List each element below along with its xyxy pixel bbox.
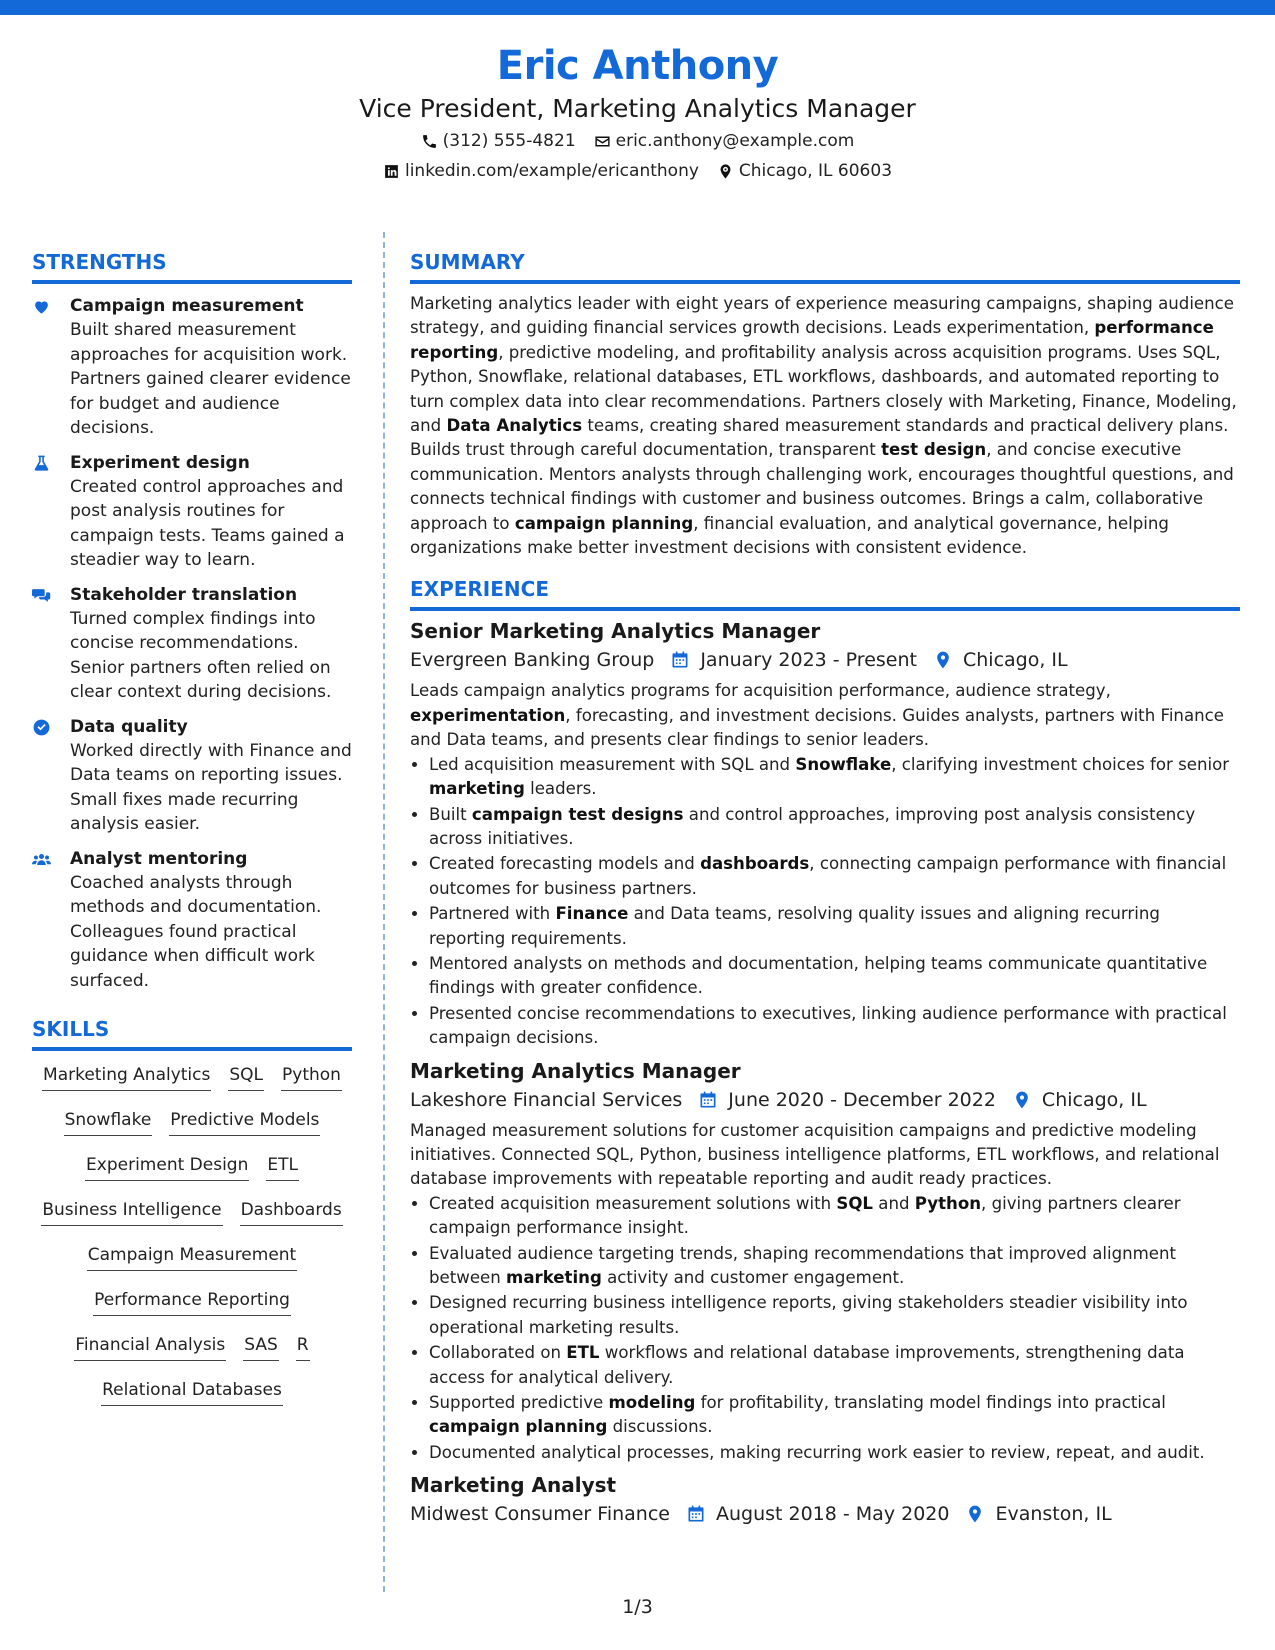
text-segment: , predictive modeling, and profitability analysis across acquisition programs. Uses SQL, Python, Snowflake, relational databases, ETL workflows, dashboards, and automated reporting to turn complex data into clear recommendations. Partners closely with Marketing, Finance, Modeling, and [410,342,1237,436]
bold-phrase: ETL [566,1343,600,1363]
strength-title: Analyst mentoring [70,848,248,869]
text-segment: discussions. [607,1417,713,1437]
strength-item [32,294,352,441]
right-column [410,249,1240,1533]
job-bullets [410,1192,1240,1465]
skill-row [32,1325,352,1370]
flask-icon [32,454,51,473]
job-location: Chicago, IL [962,649,1068,672]
skill-tag: Python [281,1064,342,1091]
envelope-icon [594,133,611,150]
strength-description: Built shared measurement approaches for acquisition work. Partners gained clearer evidence for budget and audience decisions. [70,320,351,438]
job-location: Chicago, IL [1041,1088,1147,1111]
bold-phrase: performance reporting [410,318,1214,362]
strength-icon-wrap [32,583,58,705]
skill-row [32,1145,352,1190]
strength-item [32,583,352,705]
text-segment: , clarifying investment choices for senior [891,754,1230,774]
strength-title: Campaign measurement [70,296,304,316]
resume-header [0,42,1275,186]
skill-row [32,1190,352,1235]
skill-tag: Experiment Design [85,1154,249,1181]
skill-tag: Snowflake [64,1109,153,1136]
job-description [410,679,1240,752]
linkedin-icon [383,163,400,180]
text-segment: Leads campaign analytics programs for acquisition performance, audience strategy, [410,681,1111,701]
text-segment: Created forecasting models and [429,854,701,874]
experience-heading: EXPERIENCE [410,576,1240,611]
strength-title: Data quality [70,716,188,737]
skill-tag: R [296,1334,310,1361]
skill-tag: Performance Reporting [93,1289,291,1316]
job-meta [410,1499,1240,1529]
strength-icon-wrap [32,715,58,837]
text-segment: Presented concise recommendations to executives, linking audience performance with practical campaign decisions. [429,1003,1227,1048]
job-bullet [429,753,1240,802]
text-segment: Marketing analytics leader with eight years of experience measuring campaigns, shaping audience strategy, and guiding financial services growth decisions. Leads experimentation, [410,294,1234,338]
job-title: Senior Marketing Analytics Manager [410,619,821,644]
contact-row-2 [0,156,1275,186]
calendar-icon [698,1090,718,1110]
text-segment: teams, creating shared measurement standards and practical delivery plans. Builds trust through careful documentation, transparent [410,416,1229,460]
bold-phrase: Finance [555,904,629,924]
location-contact [717,156,892,186]
strength-icon-wrap [32,451,58,573]
text-segment: Built [429,804,472,824]
job-meta [410,1085,1240,1115]
job-bullet [429,902,1240,951]
text-segment: and [873,1193,915,1213]
top-accent-bar [0,0,1275,15]
skill-tag: Dashboards [240,1199,343,1226]
left-column [32,249,352,1415]
job-bullet [429,1002,1240,1051]
job-bullet [429,1291,1240,1340]
text-segment: , forecasting, and investment decisions. Guides analysts, partners with Finance and Data teams, and presents clear findings to senior leaders. [410,705,1224,750]
text-segment: , giving partners clearer campaign performance insight. [429,1193,1181,1238]
text-segment: and Data teams, resolving quality issues and aligning recurring reporting requirements. [429,904,1160,948]
job-bullets [410,753,1240,1051]
text-segment: Managed measurement solutions for customer acquisition campaigns and predictive modeling initiatives. Connected SQL, Python, business intelligence platforms, ETL workflows, and relational database improvements with repeatable reporting and audit ready practices. [410,1120,1220,1189]
bold-phrase: campaign planning [429,1417,608,1437]
job-bullet [429,1242,1240,1291]
map-pin-icon [1012,1090,1032,1110]
strength-description: Turned complex findings into concise recommendations. Senior partners often relied on clear context during decisions. [70,608,332,702]
bold-phrase: campaign test designs [471,804,684,824]
strength-description: Worked directly with Finance and Data teams on reporting issues. Small fixes made recurring analysis easier. [70,740,352,834]
heart-icon [32,297,51,316]
strength-item [32,715,352,837]
skill-tag: Predictive Models [169,1109,320,1136]
text-segment: , and concise executive communication. Mentors analysts through challenging work, encourages thoughtful questions, and connects technical findings with customer and business outcomes. Brings a calm, collaborative approach to [410,440,1234,533]
linkedin-contact [383,156,699,186]
strength-body [58,715,352,837]
text-segment: Evaluated audience targeting trends, shaping recommendations that improved alignment between [429,1243,1177,1287]
job-title: Marketing Analytics Manager [410,1058,741,1083]
linkedin-text: linkedin.com/example/ericanthony [404,161,699,181]
job-company: Midwest Consumer Finance [410,1503,670,1526]
job-bullet [429,1391,1240,1440]
job-bullet [429,803,1240,852]
strength-description: Created control approaches and post analysis routines for campaign tests. Teams gained a steadier way to learn. [70,476,345,570]
job-company: Evergreen Banking Group [410,649,655,672]
skill-row [32,1370,352,1415]
text-segment: , financial evaluation, and analytical governance, helping organizations make better investment decisions with consistent evidence. [410,513,1169,558]
skill-tag: Financial Analysis [74,1334,226,1361]
job-entry [410,1057,1240,1466]
skill-tag: SAS [243,1334,279,1361]
skill-row [32,1280,352,1325]
bold-phrase: SQL [836,1193,874,1213]
summary-heading: SUMMARY [410,249,1240,284]
text-segment: Supported predictive [429,1393,609,1413]
text-segment: , connecting campaign performance with financial outcomes for business partners. [429,854,1227,898]
job-meta [410,645,1240,675]
skill-tag: Relational Databases [101,1379,283,1406]
text-segment: Led acquisition measurement with SQL and [429,754,796,774]
job-dates: January 2023 - Present [700,649,917,672]
text-segment: Documented analytical processes, making recurring work easier to review, repeat, and audit. [429,1442,1205,1462]
text-segment: workflows and relational database improvements, strengthening data access for analytical delivery. [429,1343,1185,1387]
candidate-role: Vice President, Marketing Analytics Manager [359,94,916,123]
job-bullet [429,852,1240,901]
strength-icon-wrap [32,847,58,994]
job-bullet [429,1441,1240,1465]
text-segment: for profitability, translating model findings into practical [695,1393,1166,1413]
email-text: eric.anthony@example.com [615,131,855,151]
strength-title: Stakeholder translation [70,584,298,605]
page-number: 1/3 [622,1596,653,1618]
map-pin-icon [965,1504,985,1524]
job-dates: June 2020 - December 2022 [728,1088,996,1111]
strength-item [32,451,352,573]
skill-tag: SQL [228,1064,264,1091]
text-segment: Collaborated on [429,1343,567,1363]
strength-body [58,294,352,441]
skill-row [32,1055,352,1100]
skill-tag: ETL [266,1154,299,1181]
job-bullet [429,1192,1240,1241]
strengths-heading: STRENGTHS [32,249,352,284]
bold-phrase: marketing [429,779,525,799]
location-text: Chicago, IL 60603 [738,161,893,181]
email-contact [594,126,855,156]
summary-text [410,292,1240,560]
text-segment: Designed recurring business intelligence reports, giving stakeholders steadier visibility into operational marketing results. [429,1293,1188,1337]
calendar-icon [670,650,690,670]
skill-row [32,1100,352,1145]
strength-item [32,847,352,994]
bold-phrase: dashboards [700,854,810,874]
calendar-icon [686,1504,706,1524]
skill-tag: Marketing Analytics [42,1064,211,1091]
skill-tag: Campaign Measurement [87,1244,297,1271]
text-segment: and control approaches, improving post analysis consistency across initiatives. [429,804,1196,848]
bold-phrase: modeling [608,1393,696,1413]
text-segment: leaders. [524,779,597,799]
bold-phrase: experimentation [410,705,566,725]
experience-list [410,617,1240,1529]
bold-phrase: Python [914,1193,982,1213]
column-divider [383,232,385,1592]
strength-body [58,583,352,705]
bold-phrase: campaign planning [514,513,694,533]
text-segment: Partnered with [429,904,556,924]
text-segment: Created acquisition measurement solutions with [429,1193,837,1213]
skill-row [32,1235,352,1280]
strength-icon-wrap [32,294,58,441]
strength-description: Coached analysts through methods and documentation. Colleagues found practical guidance when difficult work surfaced. [70,872,322,991]
users-icon [32,850,51,869]
bold-phrase: test design [881,440,987,460]
job-company: Lakeshore Financial Services [410,1088,683,1111]
strength-body [58,451,352,573]
job-bullet [429,1341,1240,1390]
strength-body [58,847,352,994]
skills-list [32,1055,352,1415]
job-bullet [429,952,1240,1001]
job-title: Marketing Analyst [410,1473,617,1498]
candidate-name: Eric Anthony [496,43,779,89]
job-entry [410,1471,1240,1529]
text-segment: Mentored analysts on methods and documentation, helping teams communicate quantitative findings with greater confidence. [429,953,1208,998]
contact-row-1 [0,126,1275,156]
comments-icon [32,586,51,605]
map-pin-icon [717,163,734,180]
job-description [410,1119,1240,1192]
job-location: Evanston, IL [995,1503,1112,1526]
bold-phrase: marketing [506,1268,602,1287]
job-dates: August 2018 - May 2020 [715,1503,950,1526]
strengths-list [32,294,352,993]
skills-heading: SKILLS [32,1016,352,1051]
bold-phrase: Snowflake [795,754,892,774]
strength-title: Experiment design [70,452,250,473]
map-pin-icon [933,650,953,670]
check-circle-icon [32,718,51,737]
job-entry [410,617,1240,1050]
phone-contact [421,126,576,156]
phone-icon [421,133,438,150]
bold-phrase: Data Analytics [446,416,583,436]
phone-text: (312) 555-4821 [442,131,576,151]
text-segment: activity and customer engagement. [601,1268,905,1287]
skill-tag: Business Intelligence [41,1199,222,1226]
